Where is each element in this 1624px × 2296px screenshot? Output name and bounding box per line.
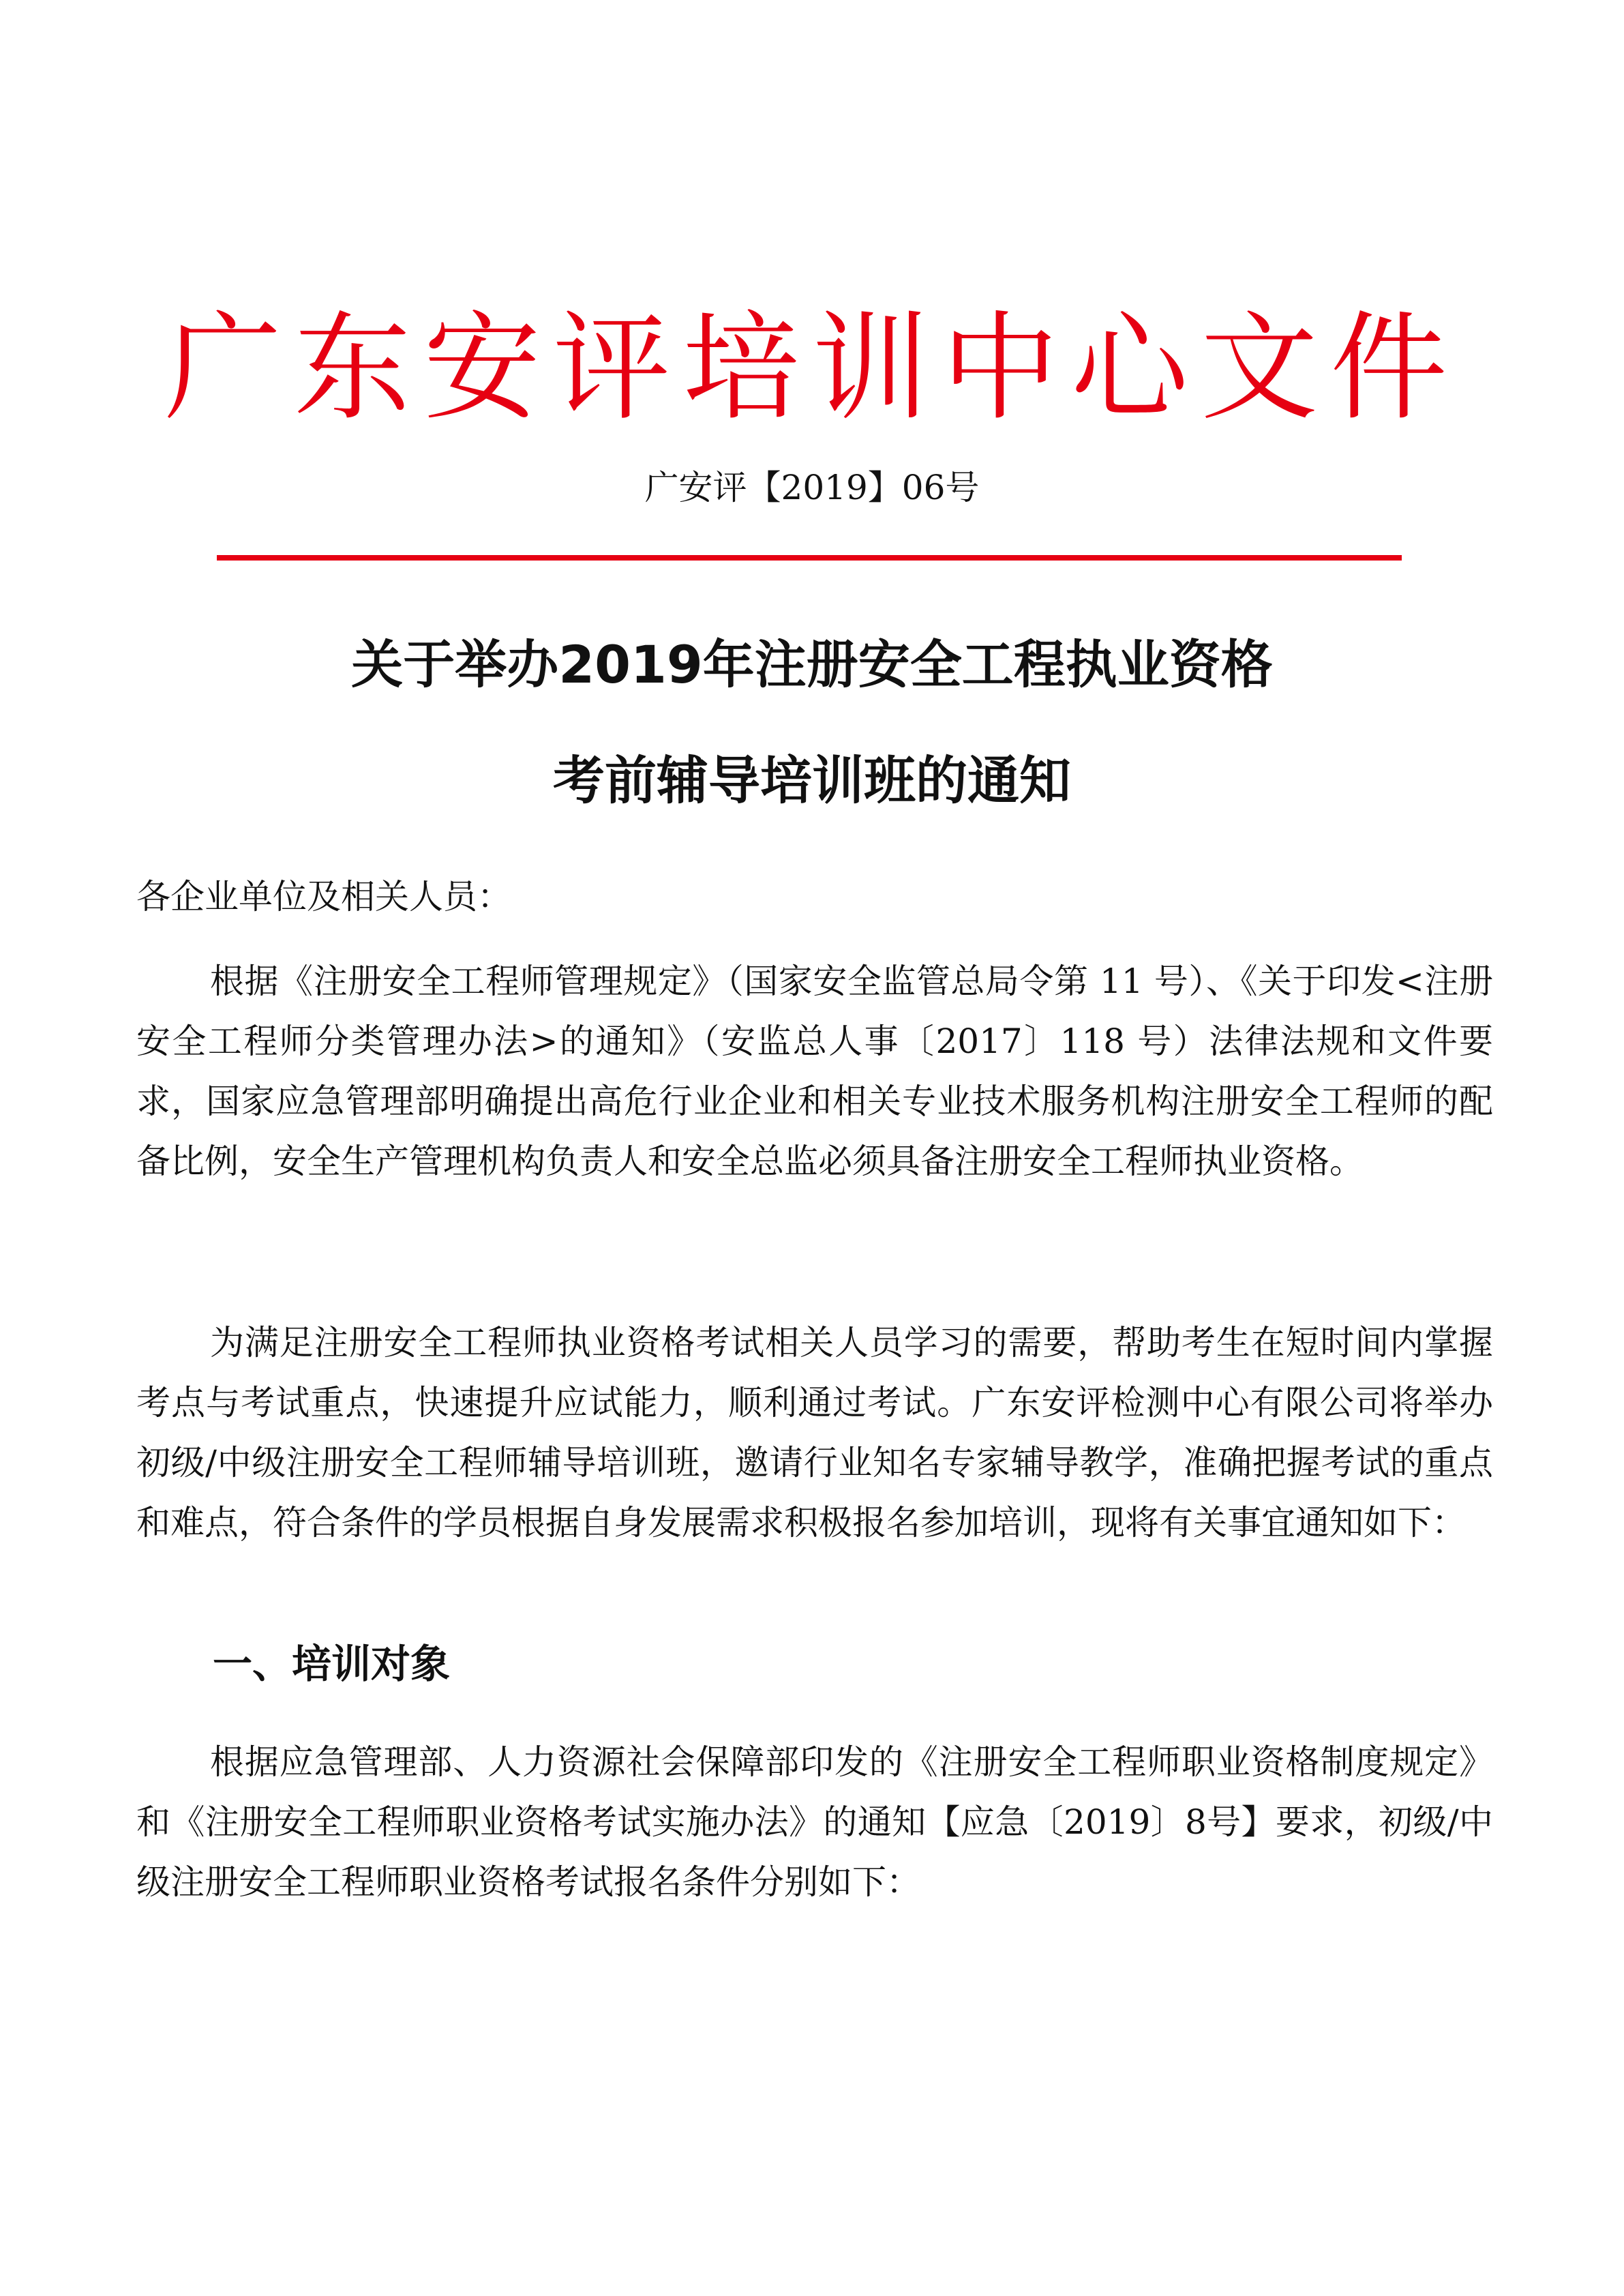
document-number: 广安评【2019】06号 (644, 468, 980, 507)
paragraph-eligibility: 根据应急管理部、人力资源社会保障部印发的《注册安全工程师职业资格制度规定》和《注册安全工程师职业资格考试实施办法》的通知【应急〔2019〕8号】要求，初级/中级注册安全工程师职业资格考试报名条件分别如下： (136, 1742, 1493, 1902)
red-divider (217, 555, 1402, 561)
paragraph-regulations: 根据《注册安全工程师管理规定》（国家安全监管总局令第 11 号）、《关于印发<注册安全工程师分类管理办法>的通知》（安监总人事〔2017〕118 号）法律法规和文件要求，国家应急管理部明确提出高危行业企业和相关专业技术服务机构注册安全工程师的配备比例，安全生产管理机构负责人和安全总监必须具备注册安全工程师执业资格。 (136, 961, 1493, 1181)
notice-title-line1: 关于举办2019年注册安全工程执业资格 (351, 634, 1273, 695)
salutation: 各企业单位及相关人员： (136, 877, 511, 916)
paragraph-purpose: 为满足注册安全工程师执业资格考试相关人员学习的需要，帮助考生在短时间内掌握考点与考试重点，快速提升应试能力，顺利通过考试。广东安评检测中心有限公司将举办初级/中级注册安全工程师辅导培训班，邀请行业知名专家辅导教学，准确把握考试的重点和难点，符合条件的学员根据自身发展需求积极报名参加培训，现将有关事宜通知如下： (136, 1323, 1493, 1542)
masthead-title: 广东安评培训中心文件 (164, 299, 1460, 436)
section-heading-training-target: 一、培训对象 (213, 1641, 451, 1687)
notice-title-line2: 考前辅导培训班的通知 (553, 750, 1071, 811)
